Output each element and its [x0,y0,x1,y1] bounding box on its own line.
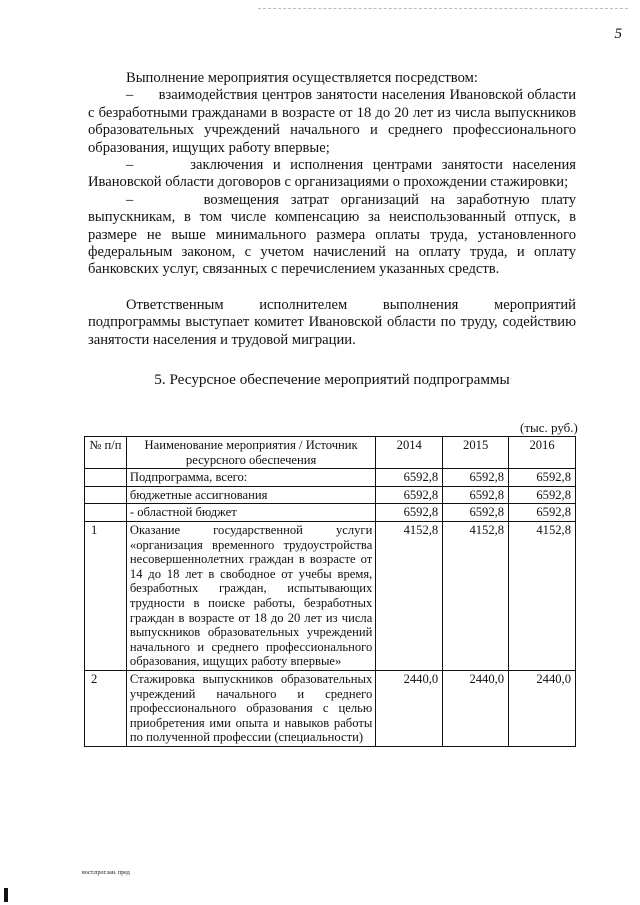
row-name: - областной бюджет [126,504,375,522]
responsible-paragraph: Ответственным исполнителем выполнения мероприятий подпрограммы выступает комитет Ивановской области по труду, содействию занятости населения и трудовой миграции. [88,296,576,348]
row-name: Оказание государственной услуги «организация временного трудоустройства несовершеннолетних граждан в возрасте от 14 до 18 лет в свободное от учебы время, безработных граждан, испытывающих трудности в поиске работы, безработных граждан в возрасте от 18 до 20 лет из числа выпускников образовательных учреждений начального и среднего профессионального образования, ищущих работу впервые» [126,521,375,670]
row-name: бюджетные ассигнования [126,486,375,504]
header-num: № п/п [85,437,127,469]
row-2014: 6592,8 [376,486,443,504]
list-item: – возмещения затрат организаций на заработную плату выпускникам, в том числе компенсацию за неиспользованный отпуск, в размере не выше минимального размера оплаты труда, установленного федеральным законом, с учетом начислений на оплату труда, и оплату банковских услуг, связанных с перечислением указанных средств. [88,191,576,278]
row-2015: 6592,8 [443,504,509,522]
scan-mark [4,888,8,902]
list-item: – взаимодействия центров занятости населения Ивановской области с безработными гражданами в возрасте от 18 до 20 лет из числа выпускников образовательных учреждений начального и среднего профессионального образования, ищущих работу впервые; [88,87,576,156]
list-item: – заключения и исполнения центрами занятости населения Ивановской области договоров с организациями о прохождении стажировки; [88,157,576,191]
header-2016: 2016 [509,437,576,469]
row-num [85,469,127,487]
row-num: 1 [85,521,127,670]
row-2016: 4152,8 [509,521,576,670]
row-2014: 6592,8 [376,504,443,522]
table-row [85,486,576,504]
row-2016: 6592,8 [509,504,576,522]
row-2015: 6592,8 [443,486,509,504]
document-body [88,70,576,389]
row-2014: 4152,8 [376,521,443,670]
table-row [85,670,576,746]
row-num [85,504,127,522]
table-header-row [85,437,576,469]
row-2014: 6592,8 [376,469,443,487]
header-name: Наименование мероприятия / Источник ресурсного обеспечения [126,437,375,469]
row-name: Подпрограмма, всего: [126,469,375,487]
top-scan-line [258,8,628,9]
table-row [85,521,576,670]
intro-paragraph: Выполнение мероприятия осуществляется посредством: [126,70,478,86]
row-2016: 6592,8 [509,469,576,487]
unit-label: (тыс. руб.) [520,420,578,435]
resource-table [84,436,576,747]
footer-note: вост.прог.зан. пред [82,870,130,876]
row-2016: 2440,0 [509,670,576,746]
row-2016: 6592,8 [509,486,576,504]
row-name: Стажировка выпускников образовательных учреждений начального и среднего профессионального образования с целью приобретения ими опыта и навыков работы по полученной профессии (специальности) [126,670,375,746]
header-2015: 2015 [443,437,509,469]
header-2014: 2014 [376,437,443,469]
row-2014: 2440,0 [376,670,443,746]
section-title: 5. Ресурсное обеспечение мероприятий подпрограммы [154,371,510,389]
row-2015: 4152,8 [443,521,509,670]
row-num [85,486,127,504]
page-number: 5 [614,26,622,42]
row-2015: 6592,8 [443,469,509,487]
table-row [85,504,576,522]
row-num: 2 [85,670,127,746]
table-row [85,469,576,487]
row-2015: 2440,0 [443,670,509,746]
